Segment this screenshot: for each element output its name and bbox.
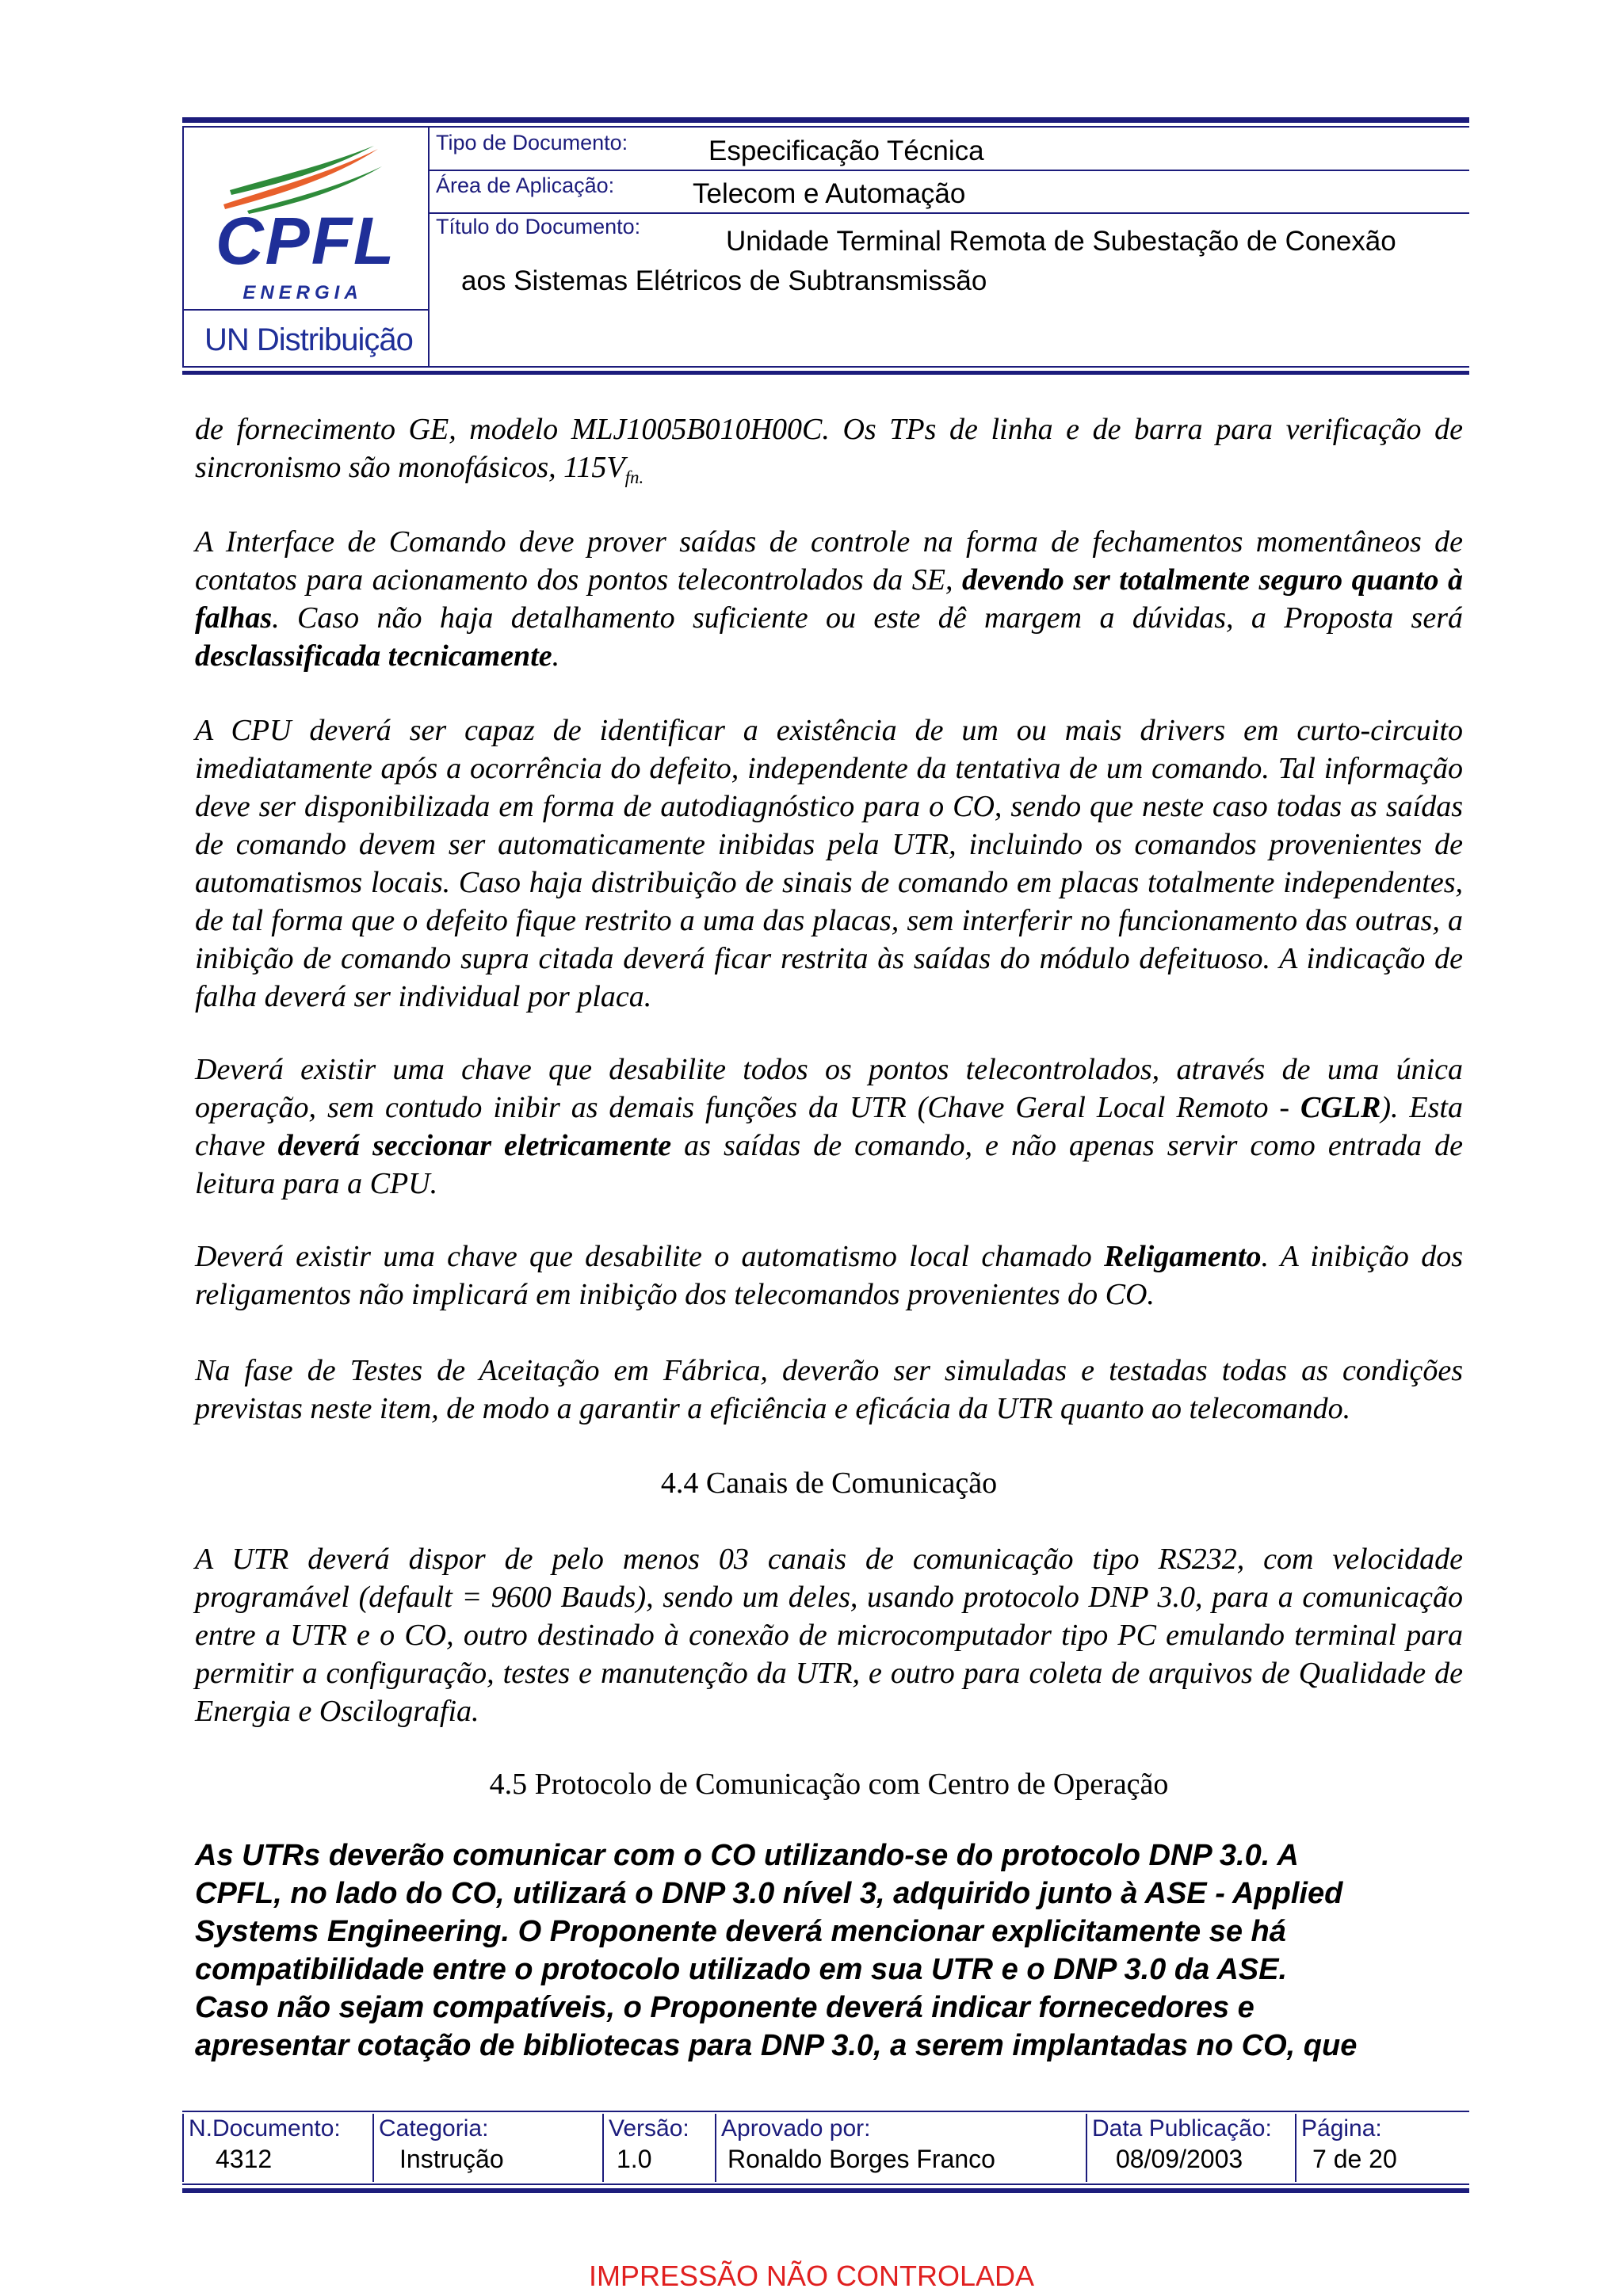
title-line-1: Unidade Terminal Remota de Subestação de Conexão	[726, 226, 1396, 257]
doc-type-value: Especificação Técnica	[708, 135, 984, 166]
title-label: Título do Documento:	[436, 215, 641, 238]
footer-version: Versão: 1.0	[602, 2114, 715, 2182]
area-value: Telecom e Automação	[693, 178, 966, 209]
footer-doc-number: N.Documento: 4312	[182, 2114, 372, 2182]
bold-line: CPFL, no lado do CO, utilizará o DNP 3.0 nível 3, adquirido junto à ASE - Applied	[195, 1877, 1343, 1910]
logo-divider	[184, 309, 428, 311]
bold-line: Caso não sejam compatíveis, o Proponente deverá indicar fornecedores e	[195, 1991, 1254, 2024]
section-heading-4-5: 4.5 Protocolo de Comunicação com Centro de Operação	[489, 1768, 1169, 1801]
footer-bottom-rule-thin	[182, 2183, 1469, 2185]
header-bottom-rule	[182, 371, 1469, 375]
paragraph-4: Deverá existir uma chave que desabilite todos os pontos telecontrolados, através de uma única operação, sem contudo inibir as demais funções da UTR (Chave Geral Local Remoto - CGLR). Esta chave deverá seccionar eletricamente as saídas de comando, e não apenas servir como entrada de leitura para a CPU.	[195, 1053, 1463, 1200]
header-top-rule	[182, 117, 1469, 123]
bold-line: Systems Engineering. O Proponente deverá mencionar explicitamente se há	[195, 1915, 1286, 1948]
bold-line: compatibilidade entre o protocolo utilizado em sua UTR e o DNP 3.0 da ASE.	[195, 1953, 1288, 1986]
footer-page: Página: 7 de 20	[1295, 2114, 1469, 2182]
footer-bottom-rule	[182, 2188, 1469, 2193]
subscript-fn: fn.	[624, 467, 644, 487]
logo-subtitle: ENERGIA	[242, 282, 363, 303]
document-footer	[182, 2114, 1469, 2182]
paragraph-3: A CPU deverá ser capaz de identificar a existência de um ou mais drivers em curto-circuito imediatamente após a ocorrência do defeito, independente da tentativa de um comando. Tal informação deve ser disponibilizada em forma de autodiagnóstico para o CO, sendo que neste caso todas as saídas de comando devem ser automaticamente inibidas pela UTR, incluindo os comandos provenientes de automatismos locais. Caso haja distribuição de sinais de comando em placas totalmente independentes, de tal forma que o defeito fique restrito a uma das placas, sem interferir no funcionamento das outras, a inibição de comando supra citada deverá ficar restrita às saídas do módulo defeituoso. A indicação de falha deverá ser individual por placa.	[195, 714, 1463, 1013]
footer-category: Categoria: Instrução	[372, 2114, 602, 2182]
bold-line: apresentar cotação de bibliotecas para DNP 3.0, a serem implantadas no CO, que	[195, 2029, 1358, 2062]
header-bottom-rule-thin	[182, 366, 1469, 368]
header-divider-1	[428, 170, 1469, 171]
paragraph-1: de fornecimento GE, modelo MLJ1005B010H00C. Os TPs de linha e de barra para verificação de sincronismo são monofásicos, $115V_{fn.}$	[195, 413, 1463, 487]
paragraph-5: Deverá existir uma chave que desabilite o automatismo local chamado Religamento. A inibição dos religamentos não implicará em inibição dos telecomandos provenientes do CO.	[195, 1240, 1464, 1311]
footer-publication-date: Data Publicação: 08/09/2003	[1086, 2114, 1295, 2182]
section-heading-4-4: 4.4 Canais de Comunicação	[660, 1466, 998, 1500]
logo-cell	[182, 127, 430, 368]
uncontrolled-print-stamp: IMPRESSÃO NÃO CONTROLADA	[588, 2260, 1035, 2292]
footer-approved-by: Aprovado por: Ronaldo Borges Franco	[715, 2114, 1086, 2182]
area-label: Área de Aplicação:	[436, 174, 615, 197]
doc-type-label: Tipo de Documento:	[436, 131, 628, 154]
document-header	[182, 127, 1469, 368]
paragraph-2: A Interface de Comando deve prover saídas de controle na forma de fechamentos momentâneos de contatos para acionamento dos pontos telecontrolados da SE, devendo ser totalmente seguro quanto à falhas. Caso não haja detalhamento suficiente ou este dê margem a dúvidas, a Proposta será desclassificada tecnicamente.	[195, 525, 1463, 673]
business-unit: UN Distribuição	[204, 322, 413, 357]
logo-name: CPFL	[216, 204, 396, 278]
paragraph-6: Na fase de Testes de Aceitação em Fábrica, deverão ser simuladas e testadas todas as condições previstas neste item, de modo a garantir a eficiência e eficácia da UTR quanto ao telecomando.	[195, 1354, 1463, 1425]
protocol-requirement-block	[195, 1836, 1495, 2065]
footer-top-rule	[182, 2111, 1469, 2112]
title-line-2: aos Sistemas Elétricos de Subtransmissão	[461, 265, 987, 296]
paragraph-7: A UTR deverá dispor de pelo menos 03 canais de comunicação tipo RS232, com velocidade programável (default = 9600 Bauds), sendo um deles, usando protocolo DNP 3.0, para a comunicação entre a UTR e o CO, outro destinado à conexão de microcomputador tipo PC emulando terminal para permitir a configuração, testes e manutenção da UTR, e outro para coleta de arquivos de Qualidade de Energia e Oscilografia.	[195, 1543, 1463, 1728]
bold-line: As UTRs deverão comunicar com o CO utilizando-se do protocolo DNP 3.0. A	[195, 1839, 1299, 1872]
